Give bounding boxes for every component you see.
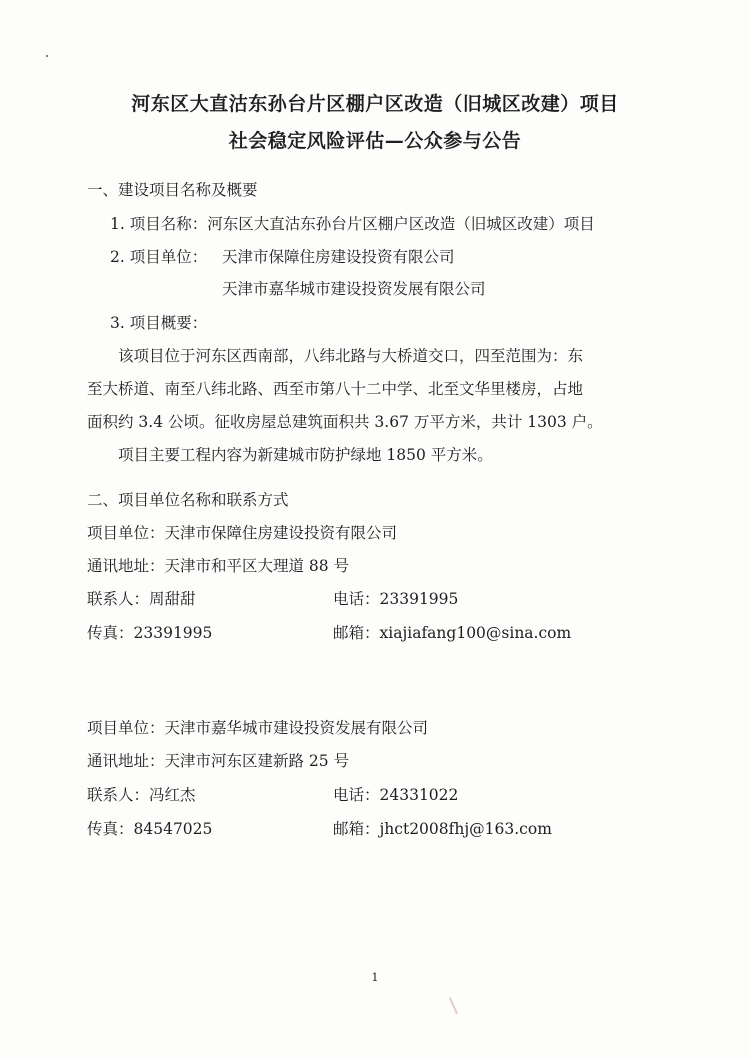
contact2-unit: 项目单位：天津市嘉华城市建设投资发展有限公司	[87, 719, 429, 737]
contact1-fax: 传真：23391995	[87, 624, 213, 642]
overview-para-line-1: 该项目位于河东区西南部，八纬北路与大桥道交口，四至范围为：东	[118, 347, 584, 365]
scan-speck	[46, 55, 48, 57]
item-project-overview: 3. 项目概要：	[110, 314, 208, 332]
title-line-2: 社会稳定风险评估—公众参与公告	[228, 130, 522, 152]
item-project-name: 1. 项目名称：河东区大直沽东孙台片区棚户区改造（旧城区改建）项目	[110, 215, 595, 233]
item-project-unit-label: 2. 项目单位：	[110, 248, 208, 266]
section1-heading: 一、建设项目名称及概要	[87, 181, 258, 199]
contact1-phone: 电话：23391995	[333, 590, 459, 608]
item-project-unit-1: 天津市保障住房建设投资有限公司	[222, 248, 455, 266]
contact1-address: 通讯地址：天津市和平区大理道 88 号	[87, 557, 350, 575]
contact2-address: 通讯地址：天津市河东区建新路 25 号	[87, 752, 350, 770]
title-line-1: 河东区大直沽东孙台片区棚户区改造（旧城区改建）项目	[131, 93, 619, 115]
item-project-unit-2: 天津市嘉华城市建设投资发展有限公司	[222, 280, 486, 298]
stamp-mark	[449, 994, 466, 1015]
contact1-email: 邮箱：xiajiafang100@sina.com	[333, 624, 572, 642]
contact2-fax: 传真：84547025	[87, 820, 213, 838]
contact2-email: 邮箱：jhct2008fhj@163.com	[333, 820, 552, 838]
contact1-person: 联系人：周甜甜	[87, 590, 196, 608]
section2-heading: 二、项目单位名称和联系方式	[87, 491, 289, 509]
page-number: 1	[371, 971, 379, 984]
contact2-person: 联系人：冯红杰	[87, 786, 196, 804]
overview-para-line-3: 面积约 3.4 公顷。征收房屋总建筑面积共 3.67 万平方米，共计 1303 户。	[87, 413, 603, 431]
contact2-phone: 电话：24331022	[333, 786, 459, 804]
overview-para-2: 项目主要工程内容为新建城市防护绿地 1850 平方米。	[118, 446, 493, 464]
contact1-unit: 项目单位：天津市保障住房建设投资有限公司	[87, 524, 398, 542]
overview-para-line-2: 至大桥道、南至八纬北路、西至市第八十二中学、北至文华里楼房，占地	[87, 380, 584, 398]
